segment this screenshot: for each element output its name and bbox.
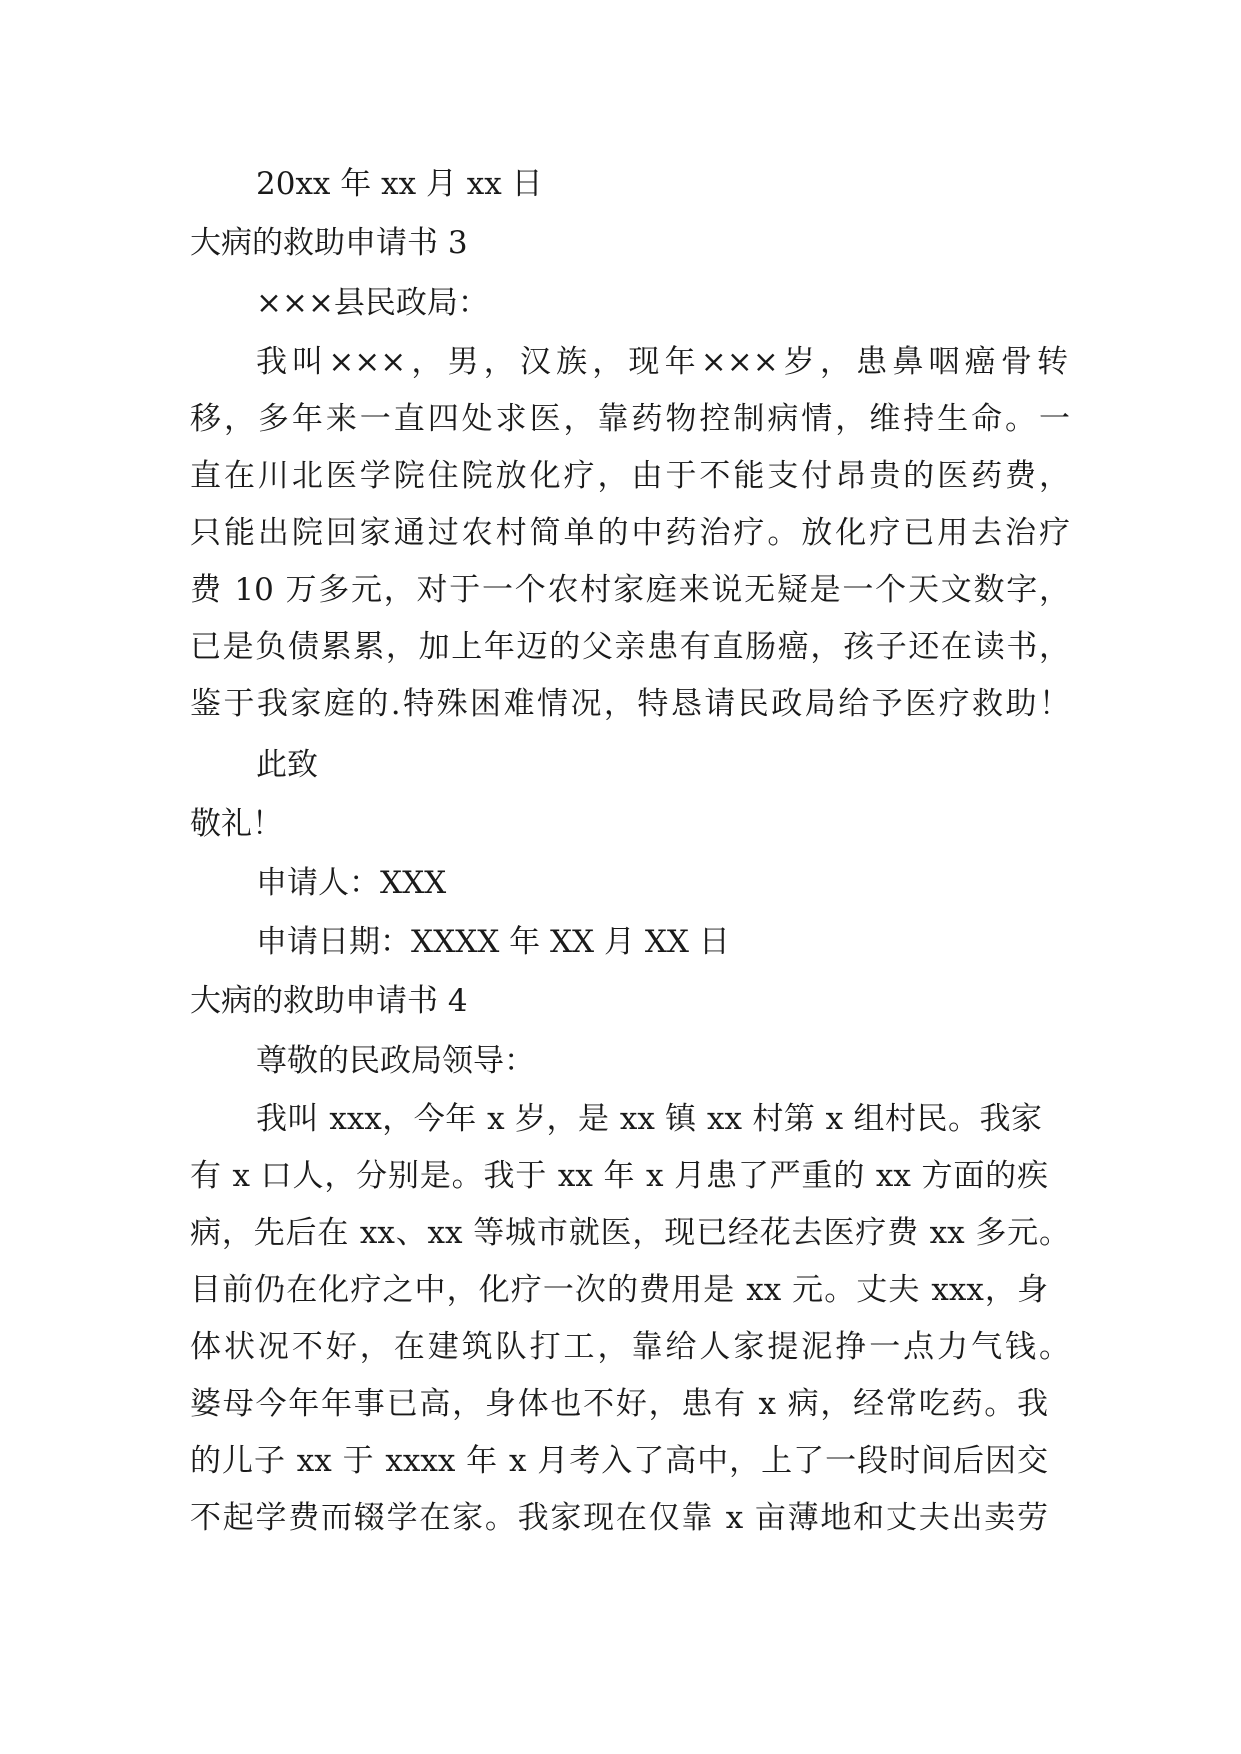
letter-4-body-line: 我叫 xxx，今年 x 岁，是 xx 镇 xx 村第 x 组村民。我家 (256, 1101, 1042, 1137)
letter-4-title: 大病的救助申请书 4 (190, 983, 468, 1019)
prev-letter-date: 20xx 年 xx 月 xx 日 (256, 166, 543, 202)
letter-3-body-line: 直在川北医学院住院放化疗，由于不能支付昂贵的医药费， (190, 458, 1070, 494)
letter-3-title: 大病的救助申请书 3 (190, 225, 468, 261)
letter-3-body-line: 已是负债累累，加上年迈的父亲患有直肠癌，孩子还在读书， (190, 629, 1070, 665)
letter-4-body-line: 病，先后在 xx、xx 等城市就医，现已经花去医疗费 xx 多元。 (190, 1215, 1070, 1251)
letter-4-salutation: 尊敬的民政局领导： (256, 1043, 535, 1079)
letter-4-body-line: 体状况不好，在建筑队打工，靠给人家提泥挣一点力气钱。 (190, 1329, 1070, 1365)
letter-3-body-line: 费 10 万多元，对于一个农村家庭来说无疑是一个天文数字， (190, 572, 1070, 608)
letter-3-body-line: 移，多年来一直四处求医，靠药物控制病情，维持生命。一 (190, 401, 1070, 437)
letter-3-apply-date: 申请日期：XXXX 年 XX 月 XX 日 (256, 924, 730, 960)
letter-3-body-line: 鉴于我家庭的.特殊困难情况，特恳请民政局给予医疗救助！ (190, 686, 1070, 722)
letter-4-body-line: 婆母今年年事已高，身体也不好，患有 x 病，经常吃药。我 (190, 1386, 1048, 1422)
letter-4-body-line: 有 x 口人，分别是。我于 xx 年 x 月患了严重的 xx 方面的疾 (190, 1158, 1048, 1194)
letter-3-closing-2: 敬礼！ (190, 806, 283, 842)
letter-3-salutation: ×××县民政局： (256, 285, 489, 321)
letter-3-body-line: 只能出院回家通过农村简单的中药治疗。放化疗已用去治疗 (190, 515, 1070, 551)
letter-4-body-line: 目前仍在化疗之中，化疗一次的费用是 xx 元。丈夫 xxx，身 (190, 1272, 1048, 1308)
letter-3-body-line: 我叫×××，男，汉族，现年×××岁，患鼻咽癌骨转 (256, 344, 1068, 380)
letter-4-body-line: 的儿子 xx 于 xxxx 年 x 月考入了高中，上了一段时间后因交 (190, 1443, 1048, 1479)
letter-3-applicant: 申请人：XXX (256, 865, 447, 901)
letter-4-body-line: 不起学费而辍学在家。我家现在仅靠 x 亩薄地和丈夫出卖劳 (190, 1500, 1048, 1536)
letter-3-closing-1: 此致 (256, 747, 318, 783)
